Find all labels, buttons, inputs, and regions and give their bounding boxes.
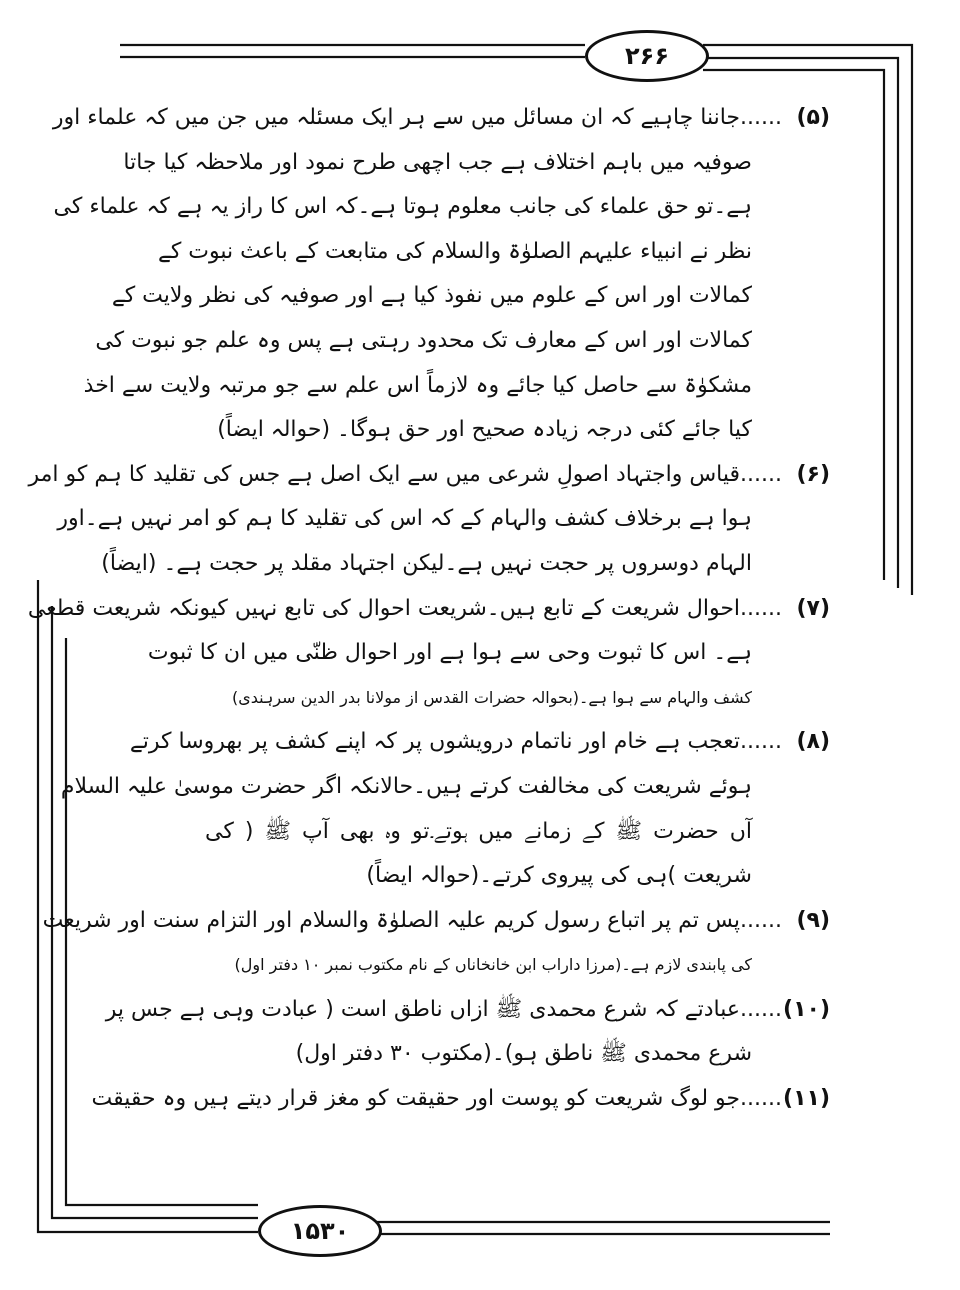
paragraph-number: (۱۱) bbox=[783, 1086, 830, 1112]
page-number-top: ۲۶۶ bbox=[585, 30, 709, 82]
paragraph-number: (۵) bbox=[796, 105, 830, 130]
paragraph-line: (۱۱)......جو لوگ شریعت کو پوست اور حقیقت کو مغز قرار دیتے ہیں وہ حقیقت bbox=[205, 1077, 830, 1122]
paragraph-line: ہے۔ اس کا ثبوت وحی سے ہوا ہے اور احوال ظنّی میں ان کا ثبوت bbox=[147, 640, 752, 666]
paragraph-number: (۷) bbox=[796, 595, 830, 621]
paragraph-line: آں حضرت ﷺ کے زمانے میں ہوتے۔تو وہ بھی آپ ﷺ ( کی bbox=[205, 818, 752, 844]
paragraph-line: (۵)......جاننا چاہیے کہ ان مسائل میں سے ہر ایک مسئلہ میں جن میں کہ علماء اور bbox=[205, 96, 830, 141]
paragraph-line: ہوا ہے برخلاف کشف والہام کے کہ اس کی تقلید کا ہم کو امر نہیں ہے۔اور bbox=[57, 506, 752, 532]
paragraph-number: (۹) bbox=[796, 907, 830, 933]
paragraph-number: (۶) bbox=[796, 461, 830, 487]
paragraph-line: (۹)......پس تم پر اتباع رسول کریم علیہ الصلوٰۃ والسلام اور التزام سنت اور شریعت bbox=[205, 899, 830, 944]
page-body bbox=[27, 96, 830, 1122]
paragraph-line: شریعت )ہی کی پیروی کرتے۔(حوالہ ایضاً) bbox=[366, 863, 752, 889]
paragraph-line: (۸)......تعجب ہے خام اور ناتمام درویشوں پر کہ اپنے کشف پر بھروسا کرتے bbox=[205, 720, 830, 765]
paragraph-line: کی پابندی لازم ہے۔(مرزا داراب ابن خانخاناں کے نام مکتوب نمبر ۱۰ دفتر اول) bbox=[234, 955, 752, 975]
paragraph-line: (۶)......قیاس واجتہاد اصولِ شرعی میں سے ایک اصل ہے جس کی تقلید کا ہم کو امر bbox=[205, 453, 830, 498]
paragraph-line: شرع محمدی ﷺ ناطق ہو)۔(مکتوب ۳۰ دفتر اول) bbox=[295, 1041, 752, 1067]
paragraph-number: (۱۰) bbox=[783, 996, 830, 1022]
paragraph-line: کیا جائے کئی درجہ زیادہ صحیح اور حق ہوگا۔ (حوالہ ایضاً) bbox=[217, 417, 752, 443]
paragraph-number: (۸) bbox=[796, 729, 830, 755]
paragraph-line: ہے۔تو حق علماء کی جانب معلوم ہوتا ہے۔کہ اس کا راز یہ ہے کہ علماء کی bbox=[53, 194, 752, 220]
paragraph-line: کمالات اور اس کے علوم میں نفوذ کیا ہے اور صوفیہ کی نظر ولایت کے bbox=[111, 283, 752, 309]
paragraph-line: الہام دوسروں پر حجت نہیں ہے۔لیکن اجتہاد مقلد پر حجت ہے۔ (ایضاً) bbox=[101, 550, 752, 576]
paragraph-line: مشکوٰۃ سے حاصل کیا جائے وہ لازماً اس علم سے جو مرتبہ ولایت سے اخذ bbox=[83, 372, 752, 398]
paragraph-line: صوفیہ میں باہم اختلاف ہے جب اچھی طرح نمود اور ملاحظہ کیا جاتا bbox=[123, 149, 752, 175]
paragraph-line: ہوئے شریعت کی مخالفت کرتے ہیں۔حالانکہ اگر حضرت موسیٰ علیہ السلام bbox=[60, 773, 752, 799]
paragraph-line: (۱۰)......عبادتے کہ شرع محمدی ﷺ ازاں ناطق است ( عبادت وہی ہے جس پر bbox=[205, 988, 830, 1033]
paragraph-line: (۷)......احوال شریعت کے تابع ہیں۔شریعت احوال کی تابع نہیں کیونکہ شریعت قطعی bbox=[205, 587, 830, 632]
paragraph-line: کمالات اور اس کے معارف تک محدود رہتی ہے پس وہ علم جو نبوت کی bbox=[95, 327, 752, 353]
paragraph-line: نظر نے انبیاء علیہم الصلوٰۃ والسلام کی متابعت کے باعث نبوت کے bbox=[157, 238, 752, 264]
page-number-bottom: ۱۵۳۰ bbox=[258, 1205, 382, 1257]
paragraph-line: کشف والہام سے ہوا ہے۔(بحوالہ حضرات القدس از مولانا بدر الدین سرہندی) bbox=[231, 687, 752, 707]
